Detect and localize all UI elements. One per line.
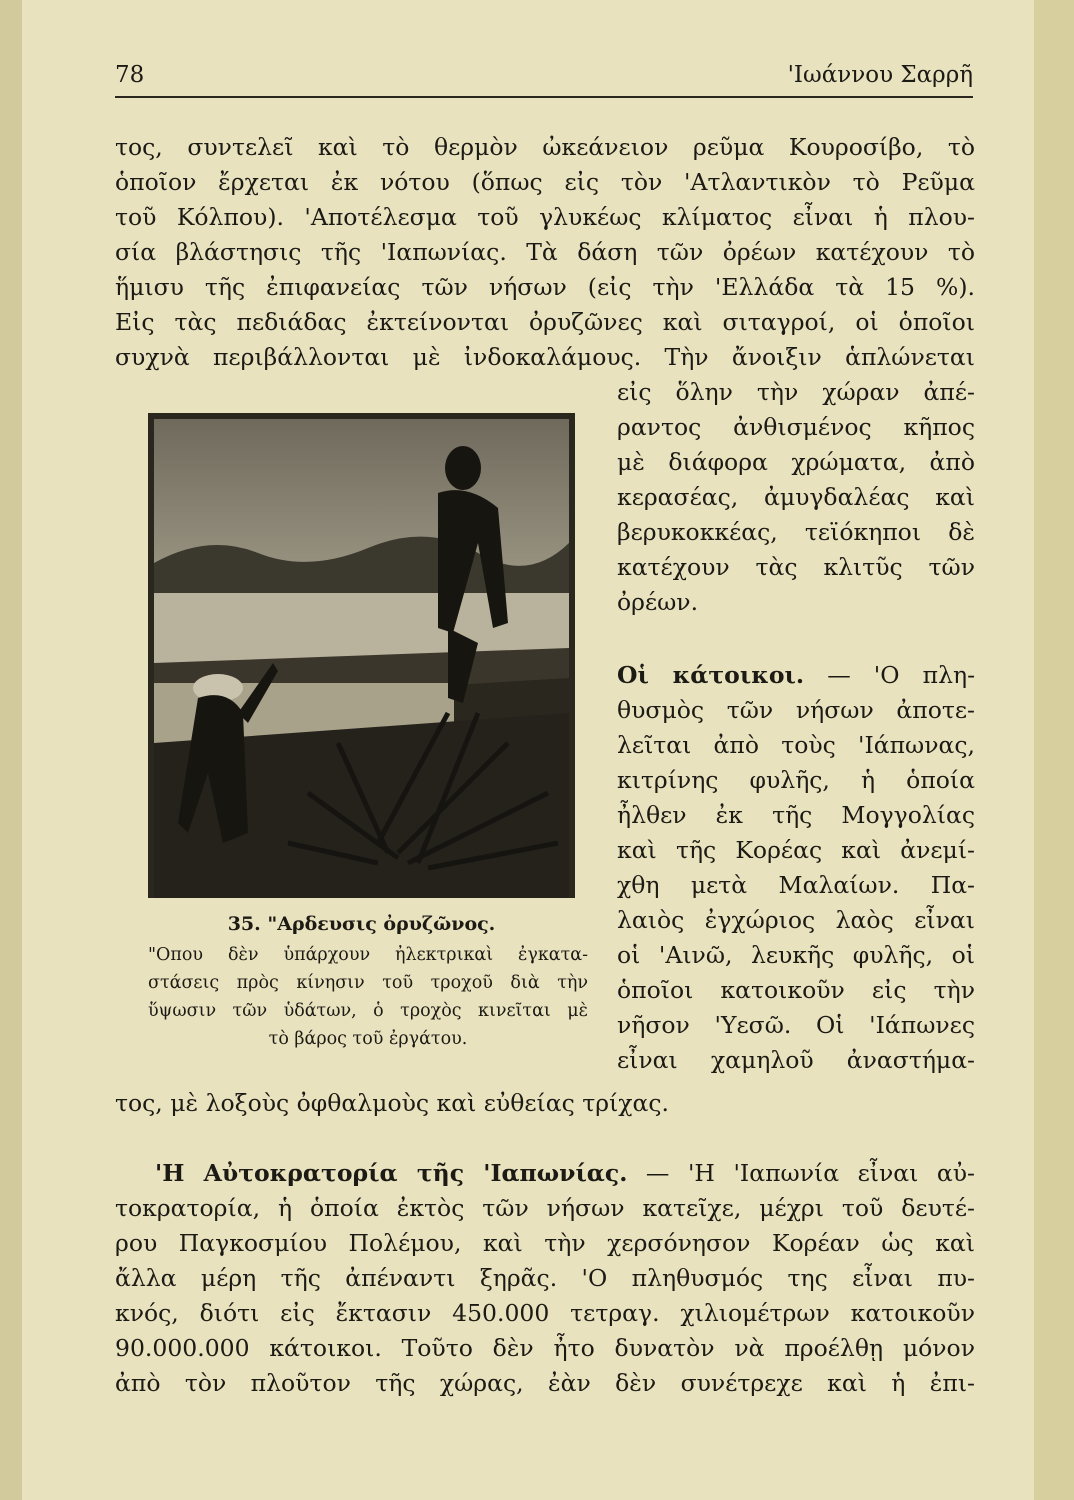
- column-line: νῆσον 'Υεσῶ. Οἱ 'Ιάπωνες: [617, 1011, 975, 1039]
- photo-illustration: [148, 413, 575, 898]
- body-line: τοκρατορία, ἡ ὁποία ἐκτὸς τῶν νήσων κατεῖχε, μέχρι τοῦ δευτέ-: [115, 1194, 975, 1222]
- body-line: συχνὰ περιβάλλονται μὲ ἰνδοκαλάμους. Τὴν ἄνοιξιν ἁπλώνεται: [115, 343, 975, 371]
- column-line: μὲ διάφορα χρώματα, ἀπὸ: [617, 448, 975, 476]
- body-line: κνός, διότι εἰς ἔκτασιν 450.000 τετραγ. χιλιομέτρων κατοικοῦν: [115, 1299, 975, 1327]
- column-line: εἰς ὅλην τὴν χώραν ἀπέ-: [617, 378, 975, 406]
- body-line: ἀπὸ τὸν πλοῦτον τῆς χώρας, ἐὰν δὲν συνέτρεχε καὶ ἡ ἐπι-: [115, 1369, 975, 1397]
- column-line: ἦλθεν ἐκ τῆς Μογγολίας: [617, 801, 975, 829]
- body-line: τος, μὲ λοξοὺς ὀφθαλμοὺς καὶ εὐθείας τρίχας.: [115, 1089, 670, 1117]
- column-line: οἱ 'Αινῶ, λευκῆς φυλῆς, οἱ: [617, 941, 975, 969]
- inhabitants-heading: Οἱ κάτοικοι.: [617, 661, 805, 689]
- column-line: κατέχουν τὰς κλιτῦς τῶν: [617, 553, 975, 581]
- page-number: 78: [115, 62, 145, 88]
- inhabitants-heading-rest: — 'Ο πλη-: [804, 661, 976, 689]
- figure-caption-line: "Οπου δὲν ὑπάρχουν ἠλεκτρικαὶ ἐγκατα-: [148, 945, 588, 965]
- figure-caption-line: τὸ βάρος τοῦ ἐργάτου.: [268, 1029, 468, 1049]
- body-line: ὁποῖον ἔρχεται ἐκ νότου (ὅπως εἰς τὸν 'Ατλαντικὸν τὸ Ρεῦμα: [115, 168, 975, 196]
- body-line: ρου Παγκοσμίου Πολέμου, καὶ τὴν χερσόνησον Κορέαν ὡς καὶ: [115, 1229, 975, 1257]
- column-line: ὀρέων.: [617, 588, 699, 616]
- rice-field-irrigation-photo: [148, 413, 575, 898]
- column-line: καὶ τῆς Κορέας καὶ ἀνεμί-: [617, 836, 975, 864]
- body-line: Εἰς τὰς πεδιάδας ἐκτείνονται ὀρυζῶνες καὶ σιταγροί, οἱ ὁποῖοι: [115, 308, 975, 336]
- column-line: κιτρίνης φυλῆς, ἡ ὁποία: [617, 766, 975, 794]
- body-line: ἥμισυ τῆς ἐπιφανείας τῶν νήσων (εἰς τὴν 'Ελλάδα τὰ 15 %).: [115, 273, 975, 301]
- body-line: ἄλλα μέρη τῆς ἀπέναντι ξηρᾶς. 'Ο πληθυσμός της εἶναι πυ-: [115, 1264, 975, 1292]
- column-line: κερασέας, ἀμυγδαλέας καὶ: [617, 483, 975, 511]
- figure-caption-title: 35. "Αρδευσις ὀρυζῶνος.: [227, 913, 496, 935]
- column-line: χθη μετὰ Μαλαίων. Πα-: [617, 871, 975, 899]
- page-header: [115, 60, 973, 98]
- empire-heading-rest: — 'Η 'Ιαπωνία εἶναι αὐ-: [627, 1159, 975, 1187]
- body-line: 90.000.000 κάτοικοι. Τοῦτο δὲν ἦτο δυνατὸν νὰ προέλθῃ μόνον: [115, 1334, 975, 1362]
- figure-caption-line: στάσεις πρὸς κίνησιν τοῦ τροχοῦ διὰ τὴν: [148, 973, 588, 993]
- column-line: θυσμὸς τῶν νήσων ἀποτε-: [617, 696, 975, 724]
- column-line: ραντος ἀνθισμένος κῆπος: [617, 413, 975, 441]
- column-line: λεῖται ἀπὸ τοὺς 'Ιάπωνας,: [617, 731, 975, 759]
- inhabitants-heading-line: [617, 660, 975, 690]
- empire-heading: 'Η Αὐτοκρατορία τῆς 'Ιαπωνίας.: [155, 1159, 628, 1187]
- page-edge-right: [1034, 0, 1074, 1500]
- running-head: 'Ιωάννου Σαρρῆ: [787, 62, 973, 88]
- column-line: βερυκοκκέας, τεϊόκηποι δὲ: [617, 518, 975, 546]
- column-line: λαιὸς ἐγχώριος λαὸς εἶναι: [617, 906, 975, 934]
- page-edge-left: [0, 0, 22, 1500]
- body-line: τοῦ Κόλπου). 'Αποτέλεσμα τοῦ γλυκέως κλίματος εἶναι ἡ πλου-: [115, 203, 975, 231]
- column-line: ὁποῖοι κατοικοῦν εἰς τὴν: [617, 976, 975, 1004]
- column-line: εἶναι χαμηλοῦ ἀναστήμα-: [617, 1046, 975, 1074]
- body-line: σία βλάστησις τῆς 'Ιαπωνίας. Τὰ δάση τῶν ὀρέων κατέχουν τὸ: [115, 238, 975, 266]
- empire-heading-line: [115, 1158, 975, 1188]
- figure-caption-line: ὕψωσιν τῶν ὑδάτων, ὁ τροχὸς κινεῖται μὲ: [148, 1001, 588, 1021]
- body-line: τος, συντελεῖ καὶ τὸ θερμὸν ὠκεάνειον ρεῦμα Κουροσίβο, τὸ: [115, 133, 975, 161]
